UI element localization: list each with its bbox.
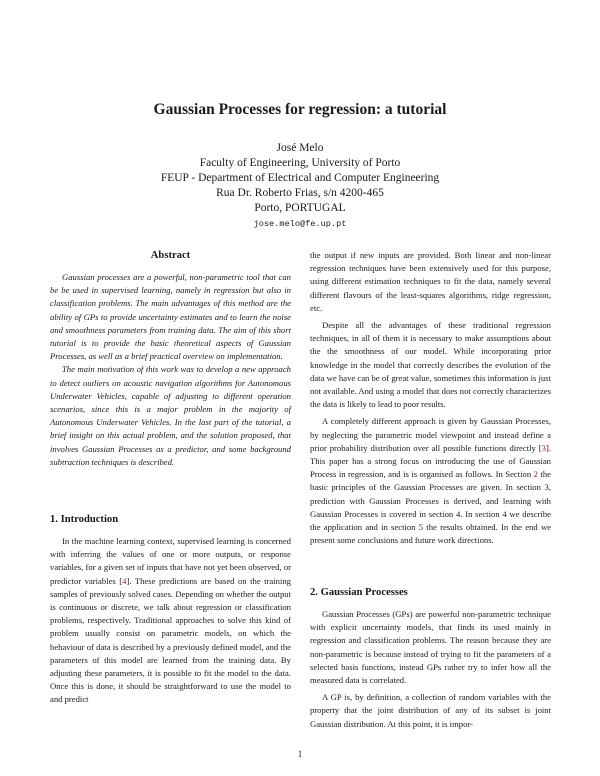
author-name: José Melo: [276, 142, 324, 154]
author-address: Rua Dr. Roberto Frias, s/n 4200-465: [216, 187, 384, 199]
paper-title: Gaussian Processes for regression: a tutorial: [153, 101, 447, 118]
introduction-paragraph-1: [50, 535, 291, 707]
abstract-body: [50, 271, 291, 469]
citation-link[interactable]: 4: [122, 575, 127, 586]
introduction-paragraph-2: Despite all the advantages of these traditional regression techniques, in all of them it is necessary to make assumptions about the the smoothness of our model. While incorporating prior knowledge in the model that correctly describes the evolution of the data we have can be of great value, sometimes this information is just not available. And using a model that does not correctly characterizes the data is likely to lead to poor results.: [310, 320, 551, 410]
section-reference-link[interactable]: 2: [533, 469, 538, 480]
author-city: Porto, PORTUGAL: [254, 202, 346, 214]
text-span: A completely different approach is given by Gaussian Processes, by neglecting the parametric model viewpoint and instead define a prior probability distribution over all possible functions directly [: [310, 416, 551, 453]
page-number: 1: [297, 749, 303, 759]
continued-paragraph: the output if new inputs are provided. Both linear and non-linear regression techniques have been extensively used for this purpose, using different estimation techniques to fit the data, namely several different flavours of the least-squares algorithms, ridge regression, etc.: [310, 250, 551, 313]
text-span: In the machine learning context, supervised learning is concerned with inferring the values of one or more outputs, or response variables, for a given set of inputs that have not yet been observed, or predictor variables [: [50, 536, 291, 586]
abstract-heading: Abstract: [150, 250, 191, 261]
abstract-paragraph-2: The main motivation of this work was to develop a new approach to detect outliers on acoustic navigation algorithms for Autonomous Underwater Vehicles, capable of adjusting to different operation scenarios, since this is a major problem in the majority of Autonomous Underwater Vehicles. In the last part of the tutorial, a brief insight on this actual problem, and the solution proposed, that involves Gaussian Processes as a predictor, and some background subtraction techniques is described.: [50, 364, 291, 467]
right-column-body: [310, 249, 551, 547]
section-heading-introduction: 1. Introduction: [50, 514, 119, 525]
section-heading-gaussian-processes: 2. Gaussian Processes: [310, 587, 408, 598]
introduction-body: [50, 535, 291, 707]
text-span: the basic principles of the Gaussian Processes are given. In section 3, prediction with Gaussian Processes is derived, and learning with Gaussian Processes is covered in section 4. In section 4 we describe the application and in section 5 the results obtained. In the end we present some conclusions and future work directions.: [310, 469, 551, 546]
gp-paragraph-2: A GP is, by definition, a collection of random variables with the property that the joint distribution of any of its subset is joint Gaussian distribution. At this point, it is impor-: [310, 692, 551, 729]
introduction-paragraph-3: [310, 415, 551, 547]
author-email: jose.melo@fe.up.pt: [253, 219, 347, 229]
affiliation-faculty: Faculty of Engineering, University of Porto: [199, 157, 401, 169]
citation-link[interactable]: 3: [541, 442, 546, 453]
text-span: ]. These predictions are based on the training samples of previously solved cases. Depending on whether the output is continuous or discrete, we talk about regression or classification problems, respectively. Traditional approaches to solve this kind of problem usually consist on parametric models, on which the behaviour of data is described by a previously defined model, and the parameters of this model are learned from the training data. By adjusting these parameters, it is possible to fit the model to the data. Once this is done, it should be straightforward to use the model to and predict: [50, 575, 291, 705]
gaussian-processes-body: [310, 608, 551, 731]
gp-paragraph-1: Gaussian Processes (GPs) are powerful non-parametric technique with explicit uncertainty models, that finds its used mainly in regression and classification problems. The reason because they are non-parametric is because instead of trying to fit the parameters of a selected basis functions, instead GPs rather try to infer how all the measured data is correlated.: [310, 609, 551, 686]
abstract-paragraph-1: Gaussian processes are a powerful, non-parametric tool that can be be used in supervised learning, namely in regression but also in classification problems. The main advantages of this method are the ability of GPs to provide uncertainty estimates and to learn the noise and smoothness parameters from training data. The aim of this short tutorial is to provide the basic theoretical aspects of Gaussian Processes, as well as a brief practical overview on implementation.: [50, 272, 291, 362]
text-span: ]. This paper has a strong focus on introducing the use of Gaussian Process in regression, and is is organised as follows. In Section: [310, 442, 551, 480]
affiliation-department: FEUP - Department of Electrical and Computer Engineering: [160, 172, 440, 184]
